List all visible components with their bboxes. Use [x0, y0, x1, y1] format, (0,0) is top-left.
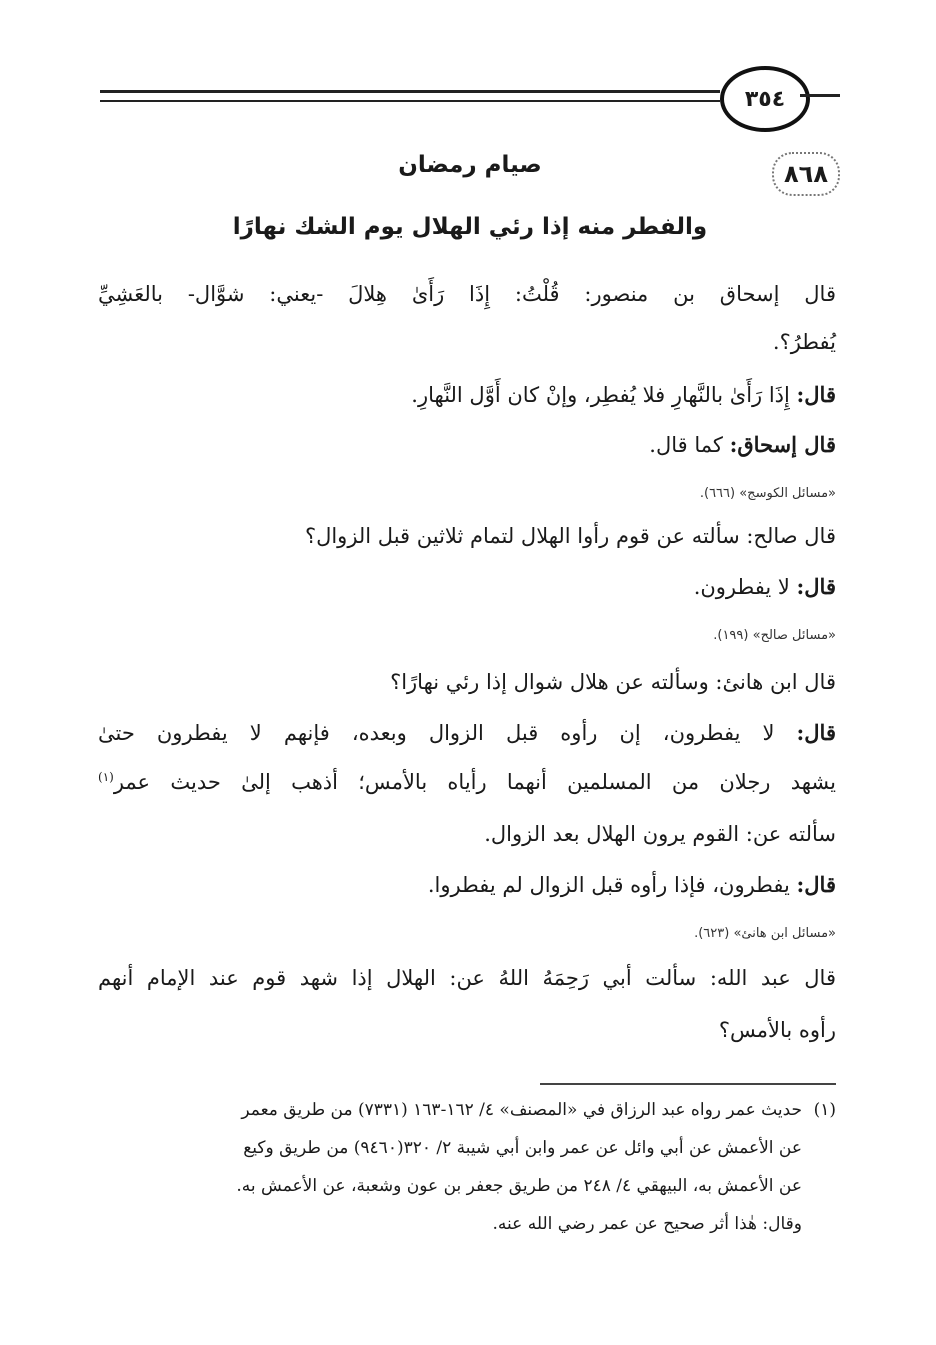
answer-text: يفطرون، فإذا رأوه قبل الزوال لم يفطروا.	[427, 873, 797, 897]
answer-line	[411, 382, 836, 407]
page-number: ٣٥٤	[720, 66, 810, 132]
speaker-label: قال:	[796, 574, 836, 599]
footnote-text: وقال: هٰذا أثر صحيح عن عمر رضي الله عنه.	[492, 1214, 802, 1234]
answer-text: إِذَا رَأَىٰ بالنَّهارِ فلا يُفطِر، وإنْ كان أَوَّل النَّهارِ.	[411, 383, 797, 407]
header-rule-bottom	[100, 100, 720, 102]
answer-line	[428, 872, 836, 897]
speaker-label: قال:	[796, 720, 836, 745]
answer-text: كما قال.	[649, 433, 730, 457]
chapter-subtitle: والفطر منه إذا رئي الهلال يوم الشك نهارًا	[232, 214, 708, 240]
answer-line	[694, 574, 836, 599]
paragraph-line: يُفطرُ؟.	[772, 330, 836, 354]
paragraph-line: قال إسحاق بن منصور: قُلْتُ: إِذَا رَأَىٰ هِلالَ -يعني: شوَّال- بالعَشِيِّ	[98, 282, 836, 306]
answer-line	[98, 720, 836, 745]
paragraph-line: رأوه بالأمس؟	[718, 1018, 836, 1042]
footnote-separator	[540, 1083, 836, 1085]
footnote-text: عن الأعمش به، البيهقي ٤/ ٢٤٨ من طريق جعفر بن عون وشعبة، عن الأعمش به.	[236, 1176, 802, 1196]
speaker-label: قال:	[796, 382, 836, 407]
page-header	[100, 66, 840, 136]
answer-text: لا يفطرون.	[693, 575, 797, 599]
source-citation: «مسائل الكوسج» (٦٦٦).	[699, 486, 836, 501]
paragraph-line: سألته عن: القوم يرون الهلال بعد الزوال.	[484, 822, 836, 846]
footnote-number: (١)	[813, 1100, 836, 1120]
answer-text: لا يفطرون، إن رأوه قبل الزوال وبعده، فإنهم لا يفطرون حتىٰ	[98, 721, 797, 745]
speaker-label: قال:	[796, 872, 836, 897]
paragraph-line: قال عبد الله: سألت أبي رَحِمَهُ اللهُ عن: الهلال إذا شهد قوم عند الإمام أنهم	[98, 966, 836, 990]
paragraph-text: يشهد رجلان من المسلمين أنهما رأياه بالأمس؛ أذهب إلىٰ حديث عمر	[113, 770, 836, 794]
source-citation: «مسائل ابن هانئ» (٦٢٣).	[694, 926, 836, 941]
speaker-label: قال إسحاق:	[729, 432, 836, 457]
paragraph-line: قال ابن هانئ: وسألته عن هلال شوال إذا رئي نهارًا؟	[390, 670, 836, 694]
answer-line	[649, 432, 836, 457]
footnote-text: عن الأعمش عن أبي وائل عن عمر وابن أبي شيبة ٢/ ٣٢٠(٩٤٦٠) من طريق وكيع	[243, 1138, 802, 1158]
source-citation: «مسائل صالح» (١٩٩).	[713, 628, 836, 643]
footnote-ref[interactable]: (١)	[98, 770, 114, 784]
paragraph-line: قال صالح: سألته عن قوم رأوا الهلال لتمام ثلاثين قبل الزوال؟	[304, 524, 836, 548]
paragraph-line	[98, 770, 836, 794]
footnote-text: حديث عمر رواه عبد الرزاق في «المصنف» ٤/ ١٦٢-١٦٣ (٧٣٣١) من طريق معمر	[241, 1100, 802, 1120]
header-rule-top	[100, 90, 720, 93]
header-rule-tail	[800, 94, 840, 97]
chapter-title: صيام رمضان	[398, 152, 542, 178]
entry-number-badge: ٨٦٨	[772, 152, 840, 196]
